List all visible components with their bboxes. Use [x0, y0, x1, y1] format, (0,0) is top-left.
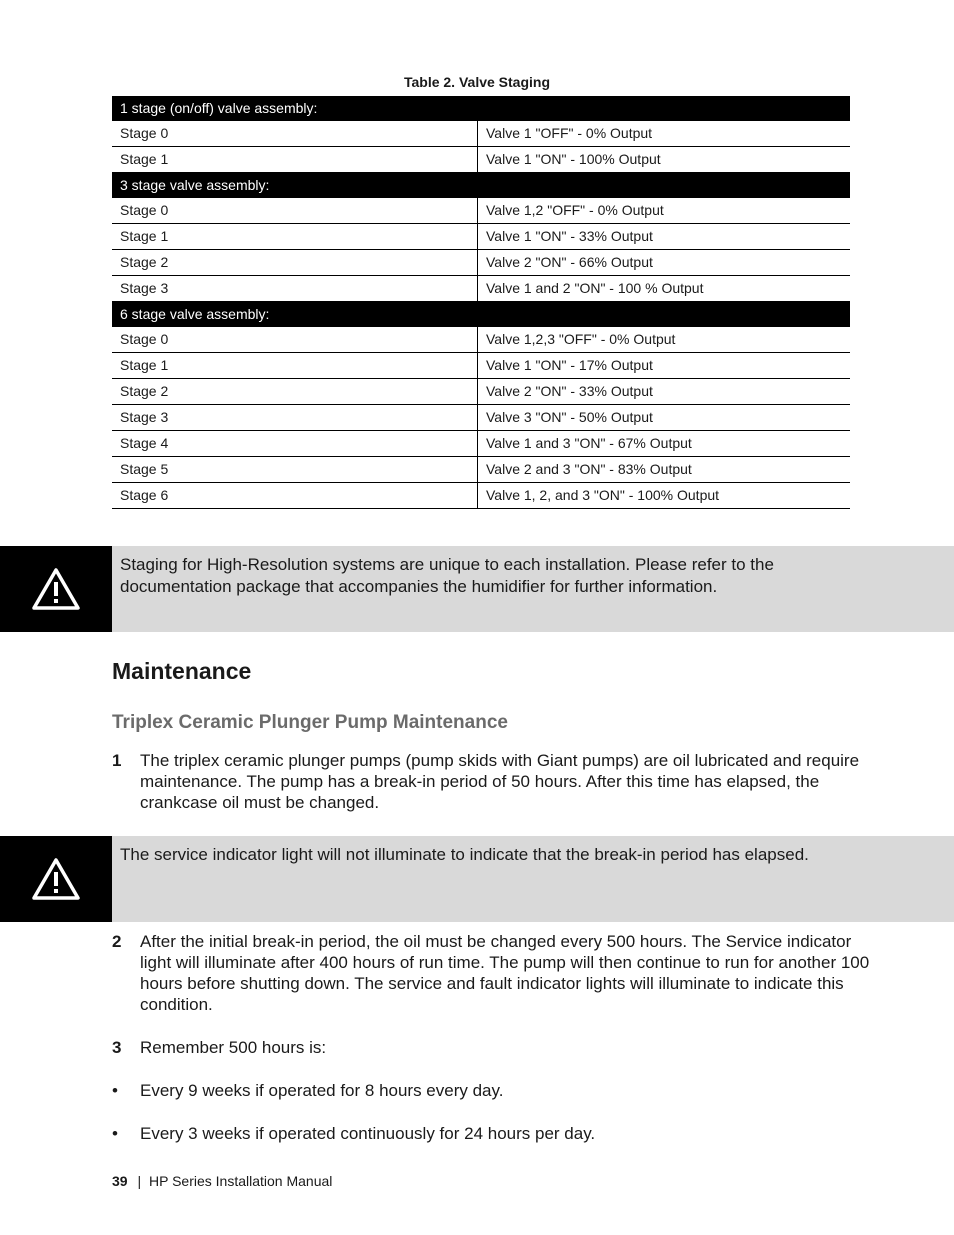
- stage-cell: Stage 6: [112, 483, 478, 509]
- stage-cell: Stage 3: [112, 276, 478, 302]
- step-text: The triplex ceramic plunger pumps (pump skids with Giant pumps) are oil lubricated and require maintenance. The pump has a break-in period of 50 hours. After this time has elapsed, the crankcase oil must be changed.: [140, 751, 860, 812]
- manual-title: HP Series Installation Manual: [149, 1173, 333, 1189]
- table-row: [112, 121, 850, 147]
- footer-separator: |: [137, 1173, 142, 1189]
- table-section-header: [112, 173, 850, 199]
- subsection-title: Triplex Ceramic Plunger Pump Maintenance: [112, 712, 508, 733]
- warning-icon-panel: [0, 836, 112, 922]
- bullet-dot: •: [112, 1081, 118, 1100]
- table-row: [112, 250, 850, 276]
- output-cell: Valve 1 "ON" - 33% Output: [478, 224, 851, 250]
- stage-cell: Stage 1: [112, 147, 478, 173]
- table-row: [112, 147, 850, 173]
- list-item-text: Every 9 weeks if operated for 8 hours every day.: [140, 1081, 504, 1100]
- section-header-label: 3 stage valve assembly:: [112, 173, 850, 199]
- output-cell: Valve 1,2 "OFF" - 0% Output: [478, 198, 851, 224]
- output-cell: Valve 2 and 3 "ON" - 83% Output: [478, 457, 851, 483]
- page-footer: [112, 1173, 332, 1189]
- stage-cell: Stage 1: [112, 224, 478, 250]
- step-number: 3: [112, 1038, 122, 1057]
- table-caption: Table 2. Valve Staging: [403, 74, 550, 90]
- section-header-label: 6 stage valve assembly:: [112, 302, 850, 328]
- stage-cell: Stage 1: [112, 353, 478, 379]
- stage-cell: Stage 2: [112, 250, 478, 276]
- table-row: [112, 457, 850, 483]
- page-number: 39: [112, 1173, 128, 1189]
- output-cell: Valve 1 and 3 "ON" - 67% Output: [478, 431, 851, 457]
- output-cell: Valve 2 "ON" - 33% Output: [478, 379, 851, 405]
- warning-icon-panel: [0, 546, 112, 632]
- step-text: Remember 500 hours is:: [140, 1038, 327, 1057]
- table-row: [112, 483, 850, 509]
- page-title: Maintenance: [112, 658, 252, 684]
- warning-callout-service-light: [0, 836, 954, 922]
- stage-cell: Stage 0: [112, 327, 478, 353]
- step-text: After the initial break-in period, the oil must be changed every 500 hours. The Service indicator light will illuminate after 400 hours of run time. The pump will then continue to run for another 100 hours before shutting down. The service and fault indicator lights will illuminate to indicate this condition.: [140, 932, 870, 1014]
- output-cell: Valve 1,2,3 "OFF" - 0% Output: [478, 327, 851, 353]
- stage-cell: Stage 0: [112, 198, 478, 224]
- list-item-text: Every 3 weeks if operated continuously for 24 hours per day.: [140, 1124, 596, 1143]
- output-cell: Valve 1 "ON" - 100% Output: [478, 147, 851, 173]
- warning-triangle-icon: [31, 857, 81, 901]
- table-row: [112, 224, 850, 250]
- list-item: [112, 1123, 872, 1144]
- output-cell: Valve 1 and 2 "ON" - 100 % Output: [478, 276, 851, 302]
- table-section-header: [112, 96, 850, 121]
- step-number: 1: [112, 751, 122, 770]
- table-row: [112, 276, 850, 302]
- callout-text: The service indicator light will not illuminate to indicate that the break-in period has elapsed.: [120, 845, 809, 864]
- list-item: [112, 1080, 872, 1101]
- table-row: [112, 353, 850, 379]
- stage-cell: Stage 4: [112, 431, 478, 457]
- step-number: 2: [112, 932, 122, 951]
- step-item: [112, 750, 872, 813]
- table-row: [112, 327, 850, 353]
- table-row: [112, 431, 850, 457]
- warning-triangle-icon: [31, 567, 81, 611]
- step-item: [112, 931, 872, 1015]
- output-cell: Valve 2 "ON" - 66% Output: [478, 250, 851, 276]
- stage-cell: Stage 3: [112, 405, 478, 431]
- step-item: [112, 1037, 872, 1058]
- output-cell: Valve 1, 2, and 3 "ON" - 100% Output: [478, 483, 851, 509]
- output-cell: Valve 1 "OFF" - 0% Output: [478, 121, 851, 147]
- callout-text: Staging for High-Resolution systems are unique to each installation. Please refer to the documentation package that accompanies the humidifier for further information.: [120, 555, 774, 596]
- section-header-label: 1 stage (on/off) valve assembly:: [112, 96, 850, 121]
- output-cell: Valve 3 "ON" - 50% Output: [478, 405, 851, 431]
- stage-cell: Stage 5: [112, 457, 478, 483]
- bullet-dot: •: [112, 1124, 118, 1143]
- table-row: [112, 379, 850, 405]
- valve-staging-table: [112, 96, 850, 509]
- table-row: [112, 405, 850, 431]
- table-section-header: [112, 302, 850, 328]
- warning-callout-staging: [0, 546, 954, 632]
- stage-cell: Stage 2: [112, 379, 478, 405]
- table-row: [112, 198, 850, 224]
- output-cell: Valve 1 "ON" - 17% Output: [478, 353, 851, 379]
- stage-cell: Stage 0: [112, 121, 478, 147]
